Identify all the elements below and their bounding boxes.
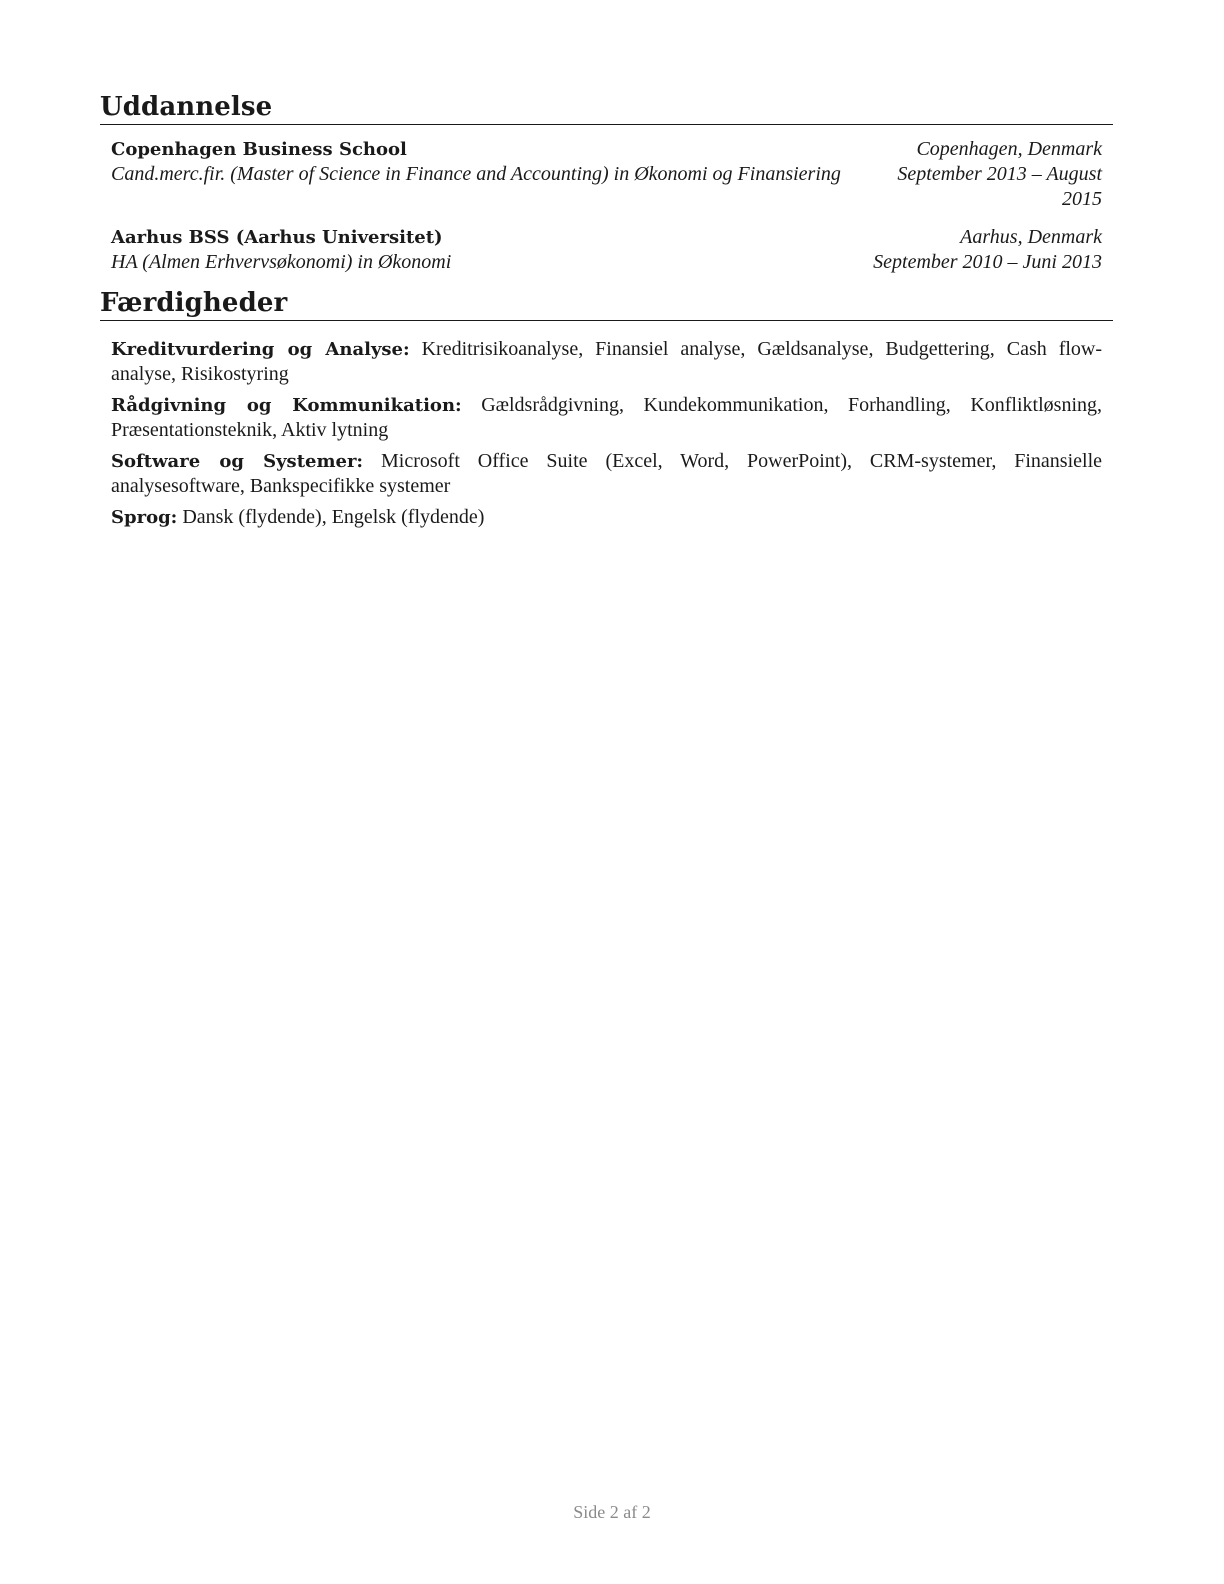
- institution-location: Aarhus, Denmark: [960, 226, 1102, 248]
- education-list: [100, 125, 1113, 275]
- education-entry: [111, 225, 1102, 275]
- skill-label: Kreditvurdering og Analyse:: [111, 339, 410, 360]
- institution-name: Copenhagen Business School: [111, 139, 407, 160]
- education-entry: [111, 137, 1102, 212]
- skills-heading: Færdigheder: [100, 288, 1113, 321]
- skill-label: Sprog:: [111, 507, 178, 528]
- skill-item: [111, 449, 1102, 499]
- skill-label: Software og Systemer:: [111, 451, 364, 472]
- skill-item: [111, 505, 1102, 530]
- skill-text: Dansk (flydende), Engelsk (flydende): [182, 506, 485, 528]
- skills-list: [100, 321, 1113, 530]
- resume-page: [100, 92, 1113, 536]
- entry-header-row: [111, 225, 1102, 250]
- skill-item: [111, 393, 1102, 443]
- skill-item: [111, 337, 1102, 387]
- education-heading: Uddannelse: [100, 92, 1113, 125]
- skill-label: Rådgivning og Kommunikation:: [111, 395, 462, 416]
- page-number: Side 2 af 2: [573, 1502, 651, 1522]
- institution-location: Copenhagen, Denmark: [916, 138, 1102, 160]
- study-dates: September 2010 – Juni 2013: [873, 251, 1102, 273]
- degree-title: HA (Almen Erhvervsøkonomi) in Økonomi: [111, 251, 452, 273]
- entry-detail-row: [111, 250, 1102, 275]
- entry-header-row: [111, 137, 1102, 162]
- skills-section: [100, 288, 1113, 530]
- education-section: [100, 92, 1113, 275]
- skill-text: Microsoft Office Suite (Excel, Word, PowerPoint), CRM-systemer, Finansielle analysesoftware, Bankspecifikke systemer: [111, 450, 1103, 497]
- entry-detail-row: [111, 162, 1102, 212]
- study-dates: September 2013 – August 2015: [897, 163, 1102, 210]
- institution-name: Aarhus BSS (Aarhus Universitet): [111, 227, 443, 248]
- degree-title: Cand.merc.fir. (Master of Science in Finance and Accounting) in Økonomi og Finansiering: [111, 163, 841, 185]
- skill-text: Gældsrådgivning, Kundekommunikation, Forhandling, Konfliktløsning, Præsentationsteknik, Aktiv lytning: [111, 394, 1102, 441]
- skill-text: Kreditrisikoanalyse, Finansiel analyse, Gældsanalyse, Budgettering, Cash flow-analyse, Risikostyring: [111, 338, 1103, 385]
